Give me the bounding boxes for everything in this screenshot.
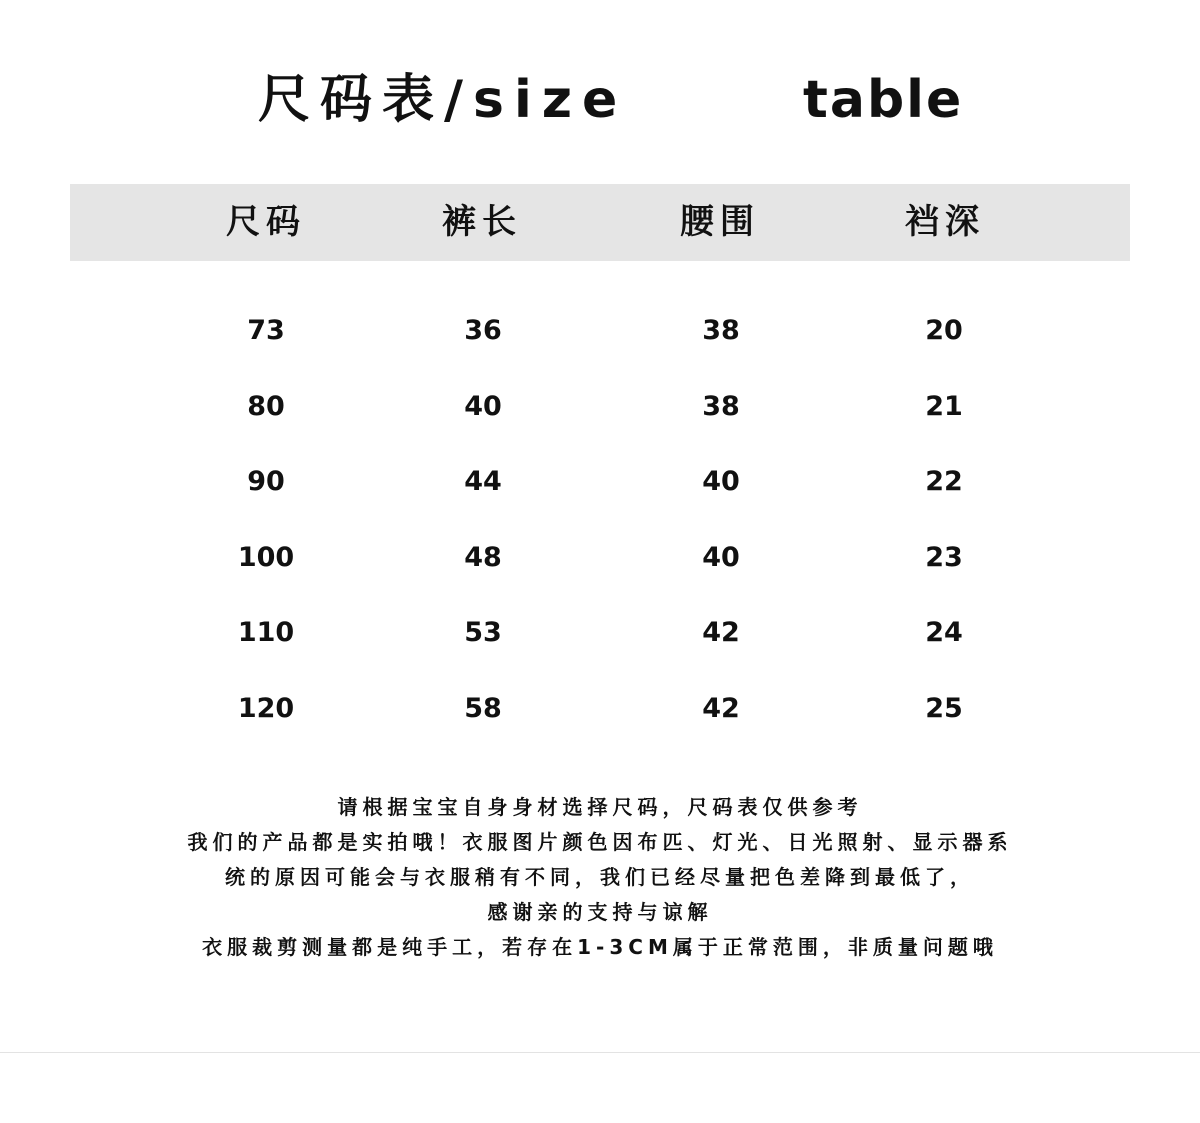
table-row bbox=[0, 520, 1200, 596]
note-line: 请根据宝宝自身身材选择尺码，尺码表仅供参考 bbox=[337, 795, 863, 819]
cell-waist: 40 bbox=[702, 466, 740, 497]
cell-pants-length: 53 bbox=[464, 617, 502, 648]
cell-size: 80 bbox=[247, 390, 285, 422]
cell-size: 110 bbox=[237, 617, 295, 648]
header-waist: 腰围 bbox=[680, 202, 760, 242]
note-line: 感谢亲的支持与谅解 bbox=[487, 900, 713, 924]
title-chinese: 尺码表/size bbox=[258, 70, 628, 130]
cell-waist: 42 bbox=[702, 692, 740, 724]
cell-pants-length: 58 bbox=[464, 692, 502, 724]
size-notes bbox=[60, 790, 1140, 965]
title-english: table bbox=[803, 70, 964, 130]
table-row bbox=[0, 595, 1200, 671]
cell-size: 100 bbox=[237, 541, 295, 573]
table-row bbox=[0, 671, 1200, 747]
cell-rise: 20 bbox=[925, 315, 963, 346]
cell-pants-length: 48 bbox=[464, 541, 502, 573]
note-line: 统的原因可能会与衣服稍有不同，我们已经尽量把色差降到最低了， bbox=[225, 865, 975, 889]
cell-size: 73 bbox=[247, 315, 285, 346]
cell-pants-length: 44 bbox=[464, 466, 502, 497]
page-title bbox=[0, 62, 1200, 142]
table-row bbox=[0, 369, 1200, 445]
cell-rise: 22 bbox=[925, 466, 963, 497]
cell-rise: 21 bbox=[925, 390, 963, 422]
cell-rise: 25 bbox=[925, 692, 963, 724]
cell-size: 90 bbox=[247, 466, 285, 497]
cell-waist: 42 bbox=[702, 617, 740, 648]
table-row bbox=[0, 444, 1200, 520]
cell-pants-length: 36 bbox=[464, 315, 502, 346]
header-pants-length: 裤长 bbox=[442, 202, 522, 242]
note-line: 衣服裁剪测量都是纯手工，若存在1-3CM属于正常范围，非质量问题哦 bbox=[202, 935, 998, 959]
table-header bbox=[70, 184, 1130, 261]
cell-waist: 38 bbox=[702, 315, 740, 346]
cell-size: 120 bbox=[237, 692, 295, 724]
cell-pants-length: 40 bbox=[464, 390, 502, 422]
cell-rise: 24 bbox=[925, 617, 963, 648]
table-row bbox=[0, 293, 1200, 369]
note-line: 我们的产品都是实拍哦！衣服图片颜色因布匹、灯光、日光照射、显示器系 bbox=[187, 830, 1013, 854]
size-table-body bbox=[0, 293, 1200, 746]
cell-waist: 38 bbox=[702, 390, 740, 422]
header-size: 尺码 bbox=[226, 202, 306, 242]
cell-waist: 40 bbox=[702, 541, 740, 573]
bottom-divider bbox=[0, 1052, 1200, 1053]
cell-rise: 23 bbox=[925, 541, 963, 573]
header-rise: 裆深 bbox=[905, 202, 985, 242]
